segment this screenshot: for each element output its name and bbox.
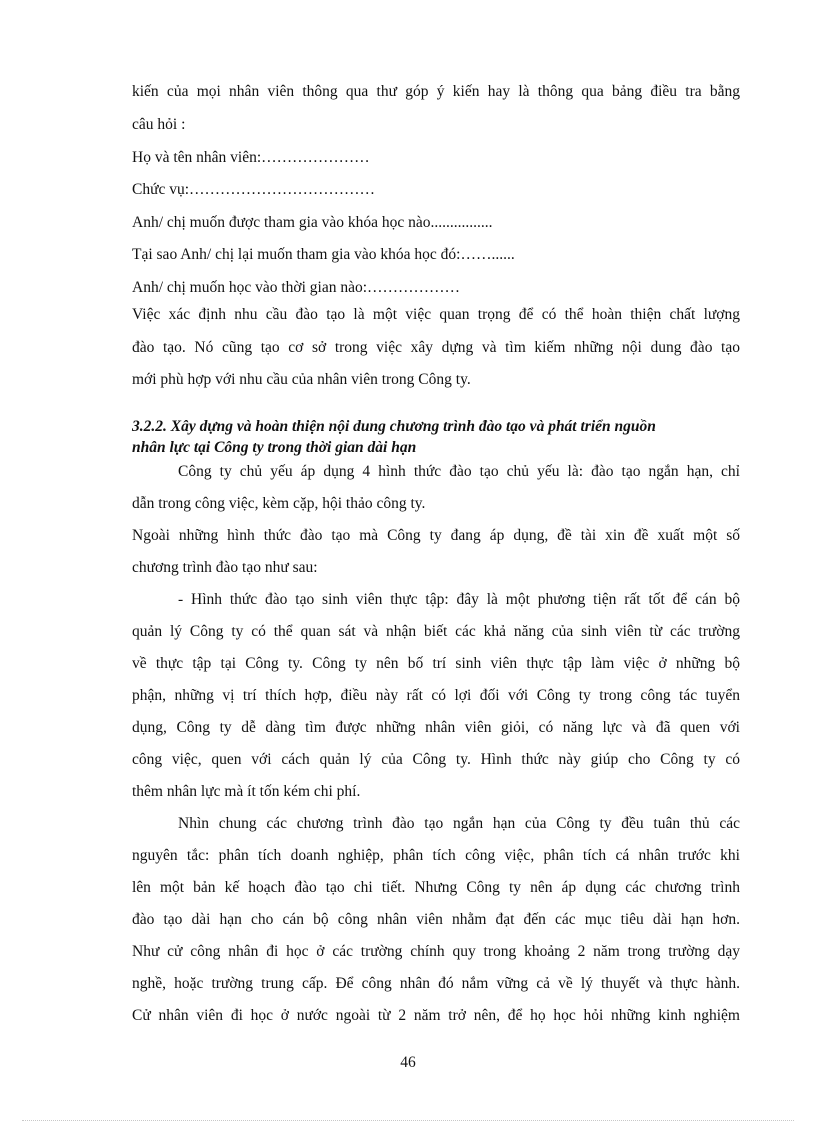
body-line: quản lý Công ty có thể quan sát và nhận biết các khả năng của sinh viên từ các trường <box>132 623 740 640</box>
body-line: dẫn trong công việc, kèm cặp, hội thảo công ty. <box>132 495 426 512</box>
body-line: phận, những vị trí thích hợp, điều này rất có lợi đối với Công ty trong công tác tuyển <box>132 687 740 704</box>
body-line: chương trình đào tạo như sau: <box>132 559 318 576</box>
section-heading: nhân lực tại Công ty trong thời gian dài hạn <box>132 439 417 456</box>
body-line: Công ty chủ yếu áp dụng 4 hình thức đào tạo chủ yếu là: đào tạo ngắn hạn, chỉ <box>178 463 740 480</box>
body-line: kiến của mọi nhân viên thông qua thư góp ý kiến hay là thông qua bảng điều tra bằng <box>132 83 740 100</box>
body-line: lên một bản kế hoạch đào tạo chi tiết. Nhưng Công ty nên áp dụng các chương trình <box>132 879 740 896</box>
form-field-course: Anh/ chị muốn được tham gia vào khóa học nào................ <box>132 214 493 231</box>
body-line: nguyên tắc: phân tích doanh nghiệp, phân tích công việc, phân tích cá nhân trước khi <box>132 847 740 864</box>
body-line: Cử nhân viên đi học ở nước ngoài từ 2 năm trở nên, để họ học hỏi những kinh nghiệm <box>132 1007 740 1024</box>
footer-divider <box>22 1120 794 1121</box>
page-number: 46 <box>400 1054 416 1071</box>
section-heading: 3.2.2. Xây dựng và hoàn thiện nội dung chương trình đào tạo và phát triển nguồn <box>132 418 656 435</box>
body-line: - Hình thức đào tạo sinh viên thực tập: đây là một phương tiện rất tốt để cán bộ <box>178 591 740 608</box>
body-line: Ngoài những hình thức đào tạo mà Công ty đang áp dụng, đề tài xin đề xuất một số <box>132 527 740 544</box>
body-line: đào tạo dài hạn cho cán bộ công nhân viên nhằm đạt đến các mục tiêu dài hạn hơn. <box>132 911 740 928</box>
body-line: nghề, hoặc trường trung cấp. Để công nhân đó nắm vững cả về lý thuyết và thực hành. <box>132 975 740 992</box>
form-field-reason: Tại sao Anh/ chị lại muốn tham gia vào khóa học đó:……...... <box>132 246 515 263</box>
body-line: công việc, quen với cách quản lý của Công ty. Hình thức này giúp cho Công ty có <box>132 751 740 768</box>
body-line: Việc xác định nhu cầu đào tạo là một việc quan trọng để có thể hoàn thiện chất lượng <box>132 306 740 323</box>
body-line: Như cử công nhân đi học ở các trường chính quy trong khoảng 2 năm trong trường dạy <box>132 943 740 960</box>
body-line: mới phù hợp với nhu cầu của nhân viên trong Công ty. <box>132 371 471 388</box>
body-line: câu hỏi : <box>132 116 186 133</box>
body-line: đào tạo. Nó cũng tạo cơ sở trong việc xây dựng và tìm kiếm những nội dung đào tạo <box>132 339 740 356</box>
body-line: Nhìn chung các chương trình đào tạo ngắn hạn của Công ty đều tuân thủ các <box>178 815 740 832</box>
form-field-name: Họ và tên nhân viên:………………… <box>132 149 370 166</box>
body-line: thêm nhân lực mà ít tốn kém chi phí. <box>132 783 361 800</box>
form-field-time: Anh/ chị muốn học vào thời gian nào:……………… <box>132 279 461 296</box>
body-line: dụng, Công ty dễ dàng tìm được những nhân viên giỏi, có năng lực và đã quen với <box>132 719 740 736</box>
body-line: về thực tập tại Công ty. Công ty nên bố trí sinh viên thực tập làm việc ở những bộ <box>132 655 740 672</box>
form-field-position: Chức vụ:……………………………… <box>132 181 376 198</box>
